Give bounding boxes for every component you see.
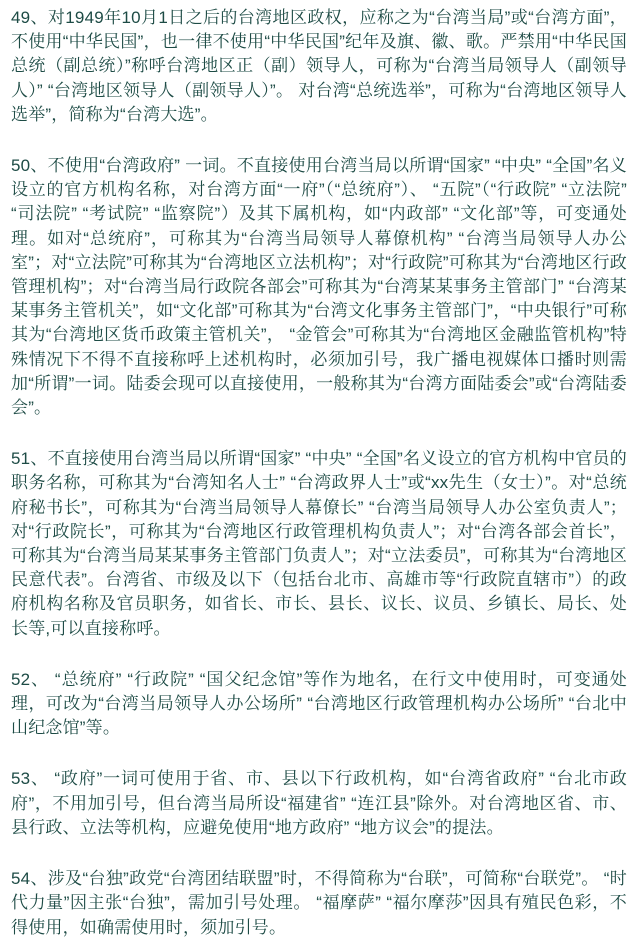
rule-paragraph-54: 54、涉及“台独”政党“台湾团结联盟”时，不得简称为“台联”，可简称“台联党”。 “时代力量”因主张“台独”，需加引号处理。 “福摩萨” “福尔摩莎”因具有殖民色彩，不得使用，如确需使用时，须加引号。 — [11, 869, 627, 937]
rule-paragraph-50: 50、不使用“台湾政府” 一词。不直接使用台湾当局以所谓“国家” “中央” “全国”名义设立的官方机构名称，对台湾方面“一府”（“总统府”）、 “五院”（“行政院” “立法院” “司法院” “考试院” “监察院”）及其下属机构，如“内政部” “文化部”等，可变通处理。如对“总统府”，可称其为“台湾当局领导人幕僚机构” “台湾当局领导人办公室”；对“立法院”可称其为“台湾地区立法机构”；对“行政院”可称其为“台湾地区行政管理机构”；对“台湾当局行政院各部会”可称其为“台湾某某事务主管部门” “台湾某某事务主管机关”，如“文化部”可称其为“台湾文化事务主管部门”，“中央银行”可称其为“台湾地区货币政策主管机关”， “金管会”可称其为“台湾地区金融监管机构”特殊情况下不得不直接称呼上述机构时，必须加引号，我广播电视媒体口播时则需加“所谓”一词。陆委会现可以直接使用，一般称其为“台湾方面陆委会”或“台湾陆委会”。 — [11, 156, 627, 418]
rule-paragraph-49: 49、对1949年10月1日之后的台湾地区政权，应称之为“台湾当局”或“台湾方面”，不使用“中华民国”，也一律不使用“中华民国”纪年及旗、徽、歌。严禁用“中华民国总统（副总统）”称呼台湾地区正（副）领导人，可称为“台湾当局领导人（副领导人）” “台湾地区领导人（副领导人）”。 对台湾“总统选举”，可称为“台湾地区领导人选举”，简称为“台湾大选”。 — [11, 8, 627, 124]
rule-paragraph-52: 52、 “总统府” “行政院” “国父纪念馆”等作为地名，在行文中使用时，可变通处理，可改为“台湾当局领导人办公场所” “台湾地区行政管理机构办公场所” “台北中山纪念馆”等。 — [11, 669, 627, 738]
rule-paragraph-51: 51、不直接使用台湾当局以所谓“国家” “中央” “全国”名义设立的官方机构中官员的职务名称，可称其为“台湾知名人士” “台湾政界人士”或“xx先生（女士）”。对“总统府秘书长”，可称其为“台湾当局领导人幕僚长” “台湾当局领导人办公室负责人”；对“行政院长”，可称其为“台湾地区行政管理机构负责人”；对“台湾各部会首长”，可称其为“台湾当局某某事务主管部门负责人”；对“立法委员”，可称其为“台湾地区民意代表”。台湾省、市级及以下（包括台北市、高雄市等“行政院直辖市”）的政府机构名称及官员职务，如省长、市长、县长、议长、议员、乡镇长、局长、处长等,可以直接称呼。 — [11, 449, 627, 638]
rule-paragraph-53: 53、 “政府”一词可使用于省、市、县以下行政机构，如“台湾省政府” “台北市政府”，不用加引号，但台湾当局所设“福建省” “连江县”除外。对台湾地区省、市、县行政、立法等机构，应避免使用“地方政府” “地方议会”的提法。 — [11, 769, 627, 837]
